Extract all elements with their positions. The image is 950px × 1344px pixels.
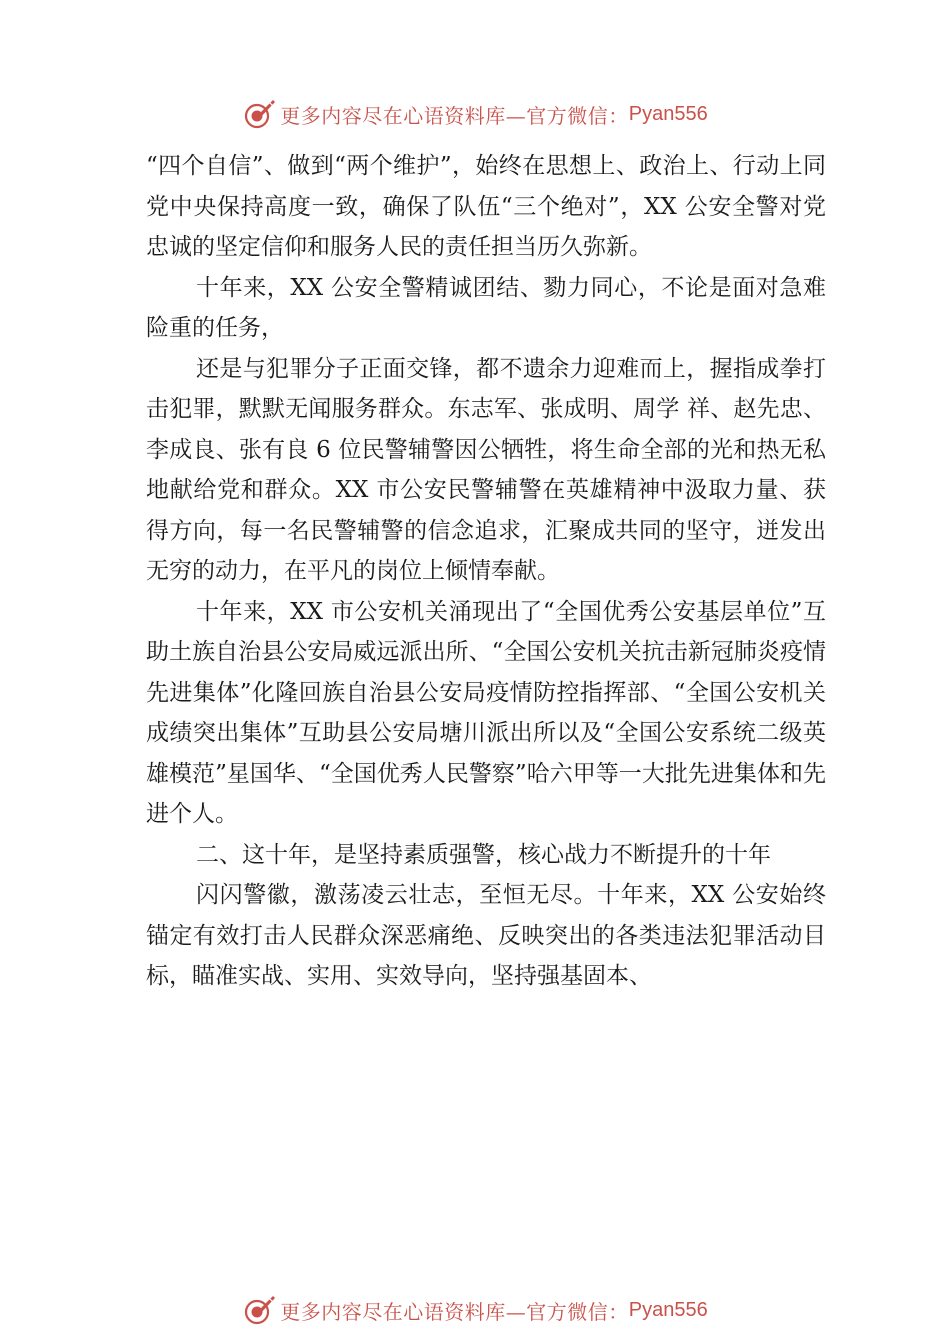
paragraph-4: 十年来，XX 市公安机关涌现出了“全国优秀公安基层单位”互助土族自治县公安局威远派出所、“全国公安机关抗击新冠肺炎疫情先进集体”化隆回族自治县公安局疫情防控指挥部、“全国公安机关成绩突出集体”互助县公安局塘川派出所以及“全国公安系统二级英雄模范”星国华、“全国优秀人民警察”哈六甲等一大批先进集体和先进个人。 [146, 598, 826, 827]
footer-wechat-id: Pyan556 [628, 1298, 708, 1321]
header-wechat-id: Pyan556 [628, 102, 708, 125]
section-heading: 二、这十年，是坚持素质强警，核心战力不断提升的十年 [196, 841, 771, 868]
page-header-banner [0, 94, 950, 134]
paragraph-3: 还是与犯罪分子正面交锋，都不遗余力迎难而上，握指成拳打击犯罪，默默无闻服务群众。东志军、张成明、周学 祥、赵先忠、李成良、张有良 6 位民警辅警因公牺牲，将生命全部的光和热无私地献给党和群众。XX 市公安民警辅警在英雄精神中汲取力量、获得方向，每一名民警辅警的信念追求，汇聚成共同的坚守，迸发出无穷的动力，在平凡的岗位上倾情奉献。 [146, 355, 826, 584]
document-body [146, 146, 826, 997]
quill-pen-seal-icon [242, 97, 276, 131]
paragraph-2: 十年来，XX 公安全警精诚团结、勠力同心，不论是面对急难险重的任务， [146, 274, 826, 341]
header-text: 更多内容尽在心语资料库—官方微信： [280, 103, 629, 128]
page-footer-banner [0, 1290, 950, 1330]
quill-pen-seal-icon [242, 1293, 276, 1327]
paragraph-6: 闪闪警徽，激荡凌云壮志，至恒无尽。十年来，XX 公安始终锚定有效打击人民群众深恶痛绝、反映突出的各类违法犯罪活动目标，瞄准实战、实用、实效导向，坚持强基固本、 [146, 882, 826, 989]
paragraph-1: “四个自信”、做到“两个维护”，始终在思想上、政治上、行动上同党中央保持高度一致，确保了队伍“三个绝对”，XX 公安全警对党忠诚的坚定信仰和服务人民的责任担当历久弥新。 [146, 153, 826, 260]
footer-text: 更多内容尽在心语资料库—官方微信： [280, 1299, 629, 1324]
